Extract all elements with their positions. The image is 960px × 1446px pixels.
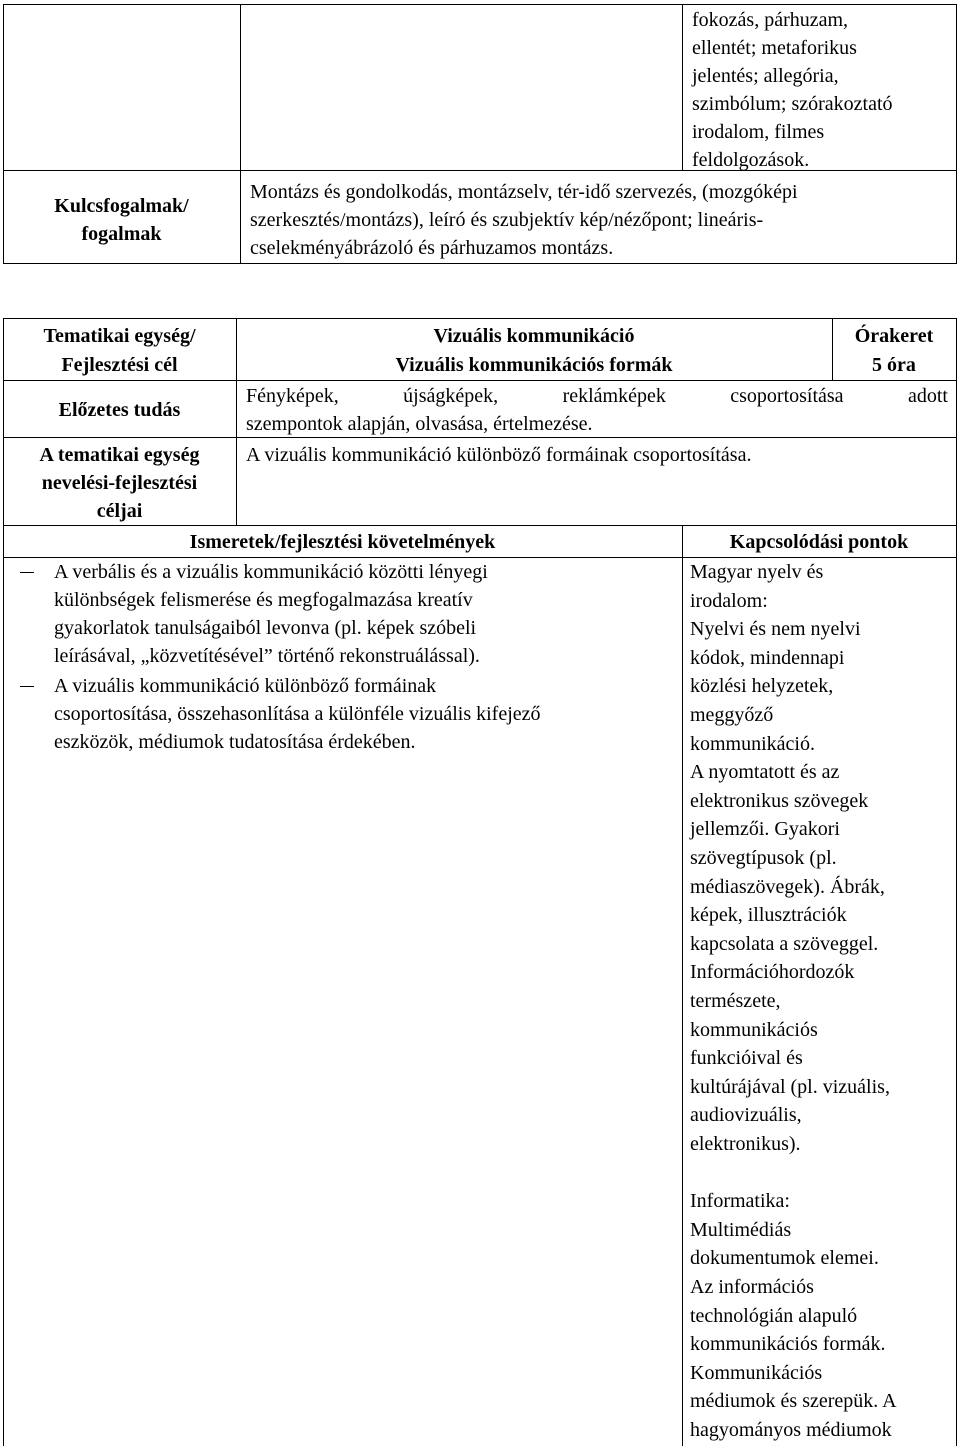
links-line: funkcióival és	[690, 1047, 803, 1070]
prev-line: feldolgozások.	[692, 149, 810, 171]
goals-label-line: A tematikai egység	[39, 444, 200, 466]
top-table-border-right	[956, 4, 957, 263]
links-line: technológián alapuló	[690, 1304, 858, 1327]
unit-table-border-right	[956, 318, 957, 1446]
dash-bullet-icon	[20, 572, 34, 573]
goals-label-line: nevelési-fejlesztési	[41, 472, 198, 494]
links-line: kultúrájával (pl. vizuális,	[690, 1075, 890, 1098]
prev-line: fokozás, párhuzam,	[692, 9, 849, 31]
key-concepts-line: Montázs és gondolkodás, montázselv, tér-idő szervezés, (mozgóképi	[250, 181, 798, 203]
links-line: Magyar nyelv és	[690, 561, 824, 583]
links-line: Az információs	[690, 1276, 814, 1298]
unit-table-border-3	[3, 525, 957, 526]
requirement-line: eszközök, médiumok tudatosítása érdekében.	[54, 731, 416, 753]
requirement-line: gyakorlatok tanulságaiból levonva (pl. képek szóbeli	[54, 617, 477, 639]
unit-table-border-1	[3, 380, 957, 381]
prior-word: adott	[907, 385, 948, 407]
links-line: médiumok és szerepük. A	[690, 1390, 897, 1413]
key-concepts-label-line: fogalmak	[81, 223, 162, 245]
links-line: szövegtípusok (pl.	[690, 847, 837, 869]
prior-word: Fényképek,	[246, 385, 339, 407]
unit-subtitle: Vizuális kommunikációs formák	[395, 354, 673, 376]
links-line: Informatika:	[690, 1190, 790, 1213]
links-line: kapcsolata a szöveggel.	[690, 932, 879, 955]
links-line: dokumentumok elemei.	[690, 1247, 879, 1270]
links-line: elektronikus szövegek	[690, 789, 869, 812]
top-table-border-bottom	[3, 263, 957, 264]
unit-table-divider-links	[682, 525, 683, 1446]
links-line: Információhordozók	[690, 961, 855, 984]
requirement-line: A vizuális kommunikáció különböző formáinak	[54, 675, 437, 697]
prev-line: szimbólum; szórakoztató	[692, 93, 893, 115]
links-line: közlési helyzetek,	[690, 675, 834, 698]
links-line: kommunikációs formák.	[690, 1333, 886, 1356]
links-line: meggyőző	[690, 704, 774, 726]
links-line: természete,	[690, 990, 781, 1012]
links-line: Nyelvi és nem nyelvi	[690, 618, 861, 641]
prior-word: csoportosítása	[730, 385, 844, 407]
requirements-header: Ismeretek/fejlesztési követelmények	[189, 531, 496, 553]
links-line: Kommunikációs	[690, 1361, 823, 1384]
dash-bullet-icon	[20, 686, 34, 687]
prior-word: reklámképek	[562, 385, 666, 407]
top-table-divider-prev	[682, 4, 683, 170]
key-concepts-label-line: Kulcsfogalmak/	[54, 195, 189, 217]
prior-knowledge-line: szempontok alapján, olvasása, értelmezése.	[246, 413, 593, 435]
links-line: Multimédiás	[690, 1218, 792, 1241]
links-line: kommunikáció.	[690, 732, 815, 755]
links-header: Kapcsolódási pontok	[729, 531, 909, 553]
links-line: hagyományos médiumok	[690, 1419, 892, 1441]
key-concepts-line: cselekményábrázoló és párhuzamos montázs.	[250, 237, 614, 259]
links-line: audiovizuális,	[690, 1104, 802, 1127]
unit-label-line: Tematikai egység/	[43, 325, 196, 347]
prior-knowledge-label: Előzetes tudás	[58, 399, 181, 421]
requirement-line: A verbális és a vizuális kommunikáció közötti lényegi	[54, 561, 488, 583]
requirement-line: leírásával, „közvetítésével” történő rekonstruálással).	[54, 645, 480, 667]
top-table-border-top	[3, 4, 957, 5]
hours-label: Órakeret	[854, 325, 934, 347]
key-concepts-line: szerkesztés/montázs), leíró és szubjektív kép/nézőpont; lineáris-	[250, 209, 764, 231]
links-line: irodalom:	[690, 589, 768, 612]
goals-label-line: céljai	[96, 500, 143, 522]
unit-table-border-top	[3, 318, 957, 319]
prev-line: ellentét; metaforikus	[692, 37, 857, 59]
requirement-line: csoportosítása, összehasonlítása a különféle vizuális kifejező	[54, 703, 541, 725]
links-line: jellemzői. Gyakori	[690, 818, 840, 841]
links-line: kódok, mindennapi	[690, 646, 845, 669]
unit-label-line: Fejlesztési cél	[61, 354, 178, 376]
hours-value: 5 óra	[872, 354, 916, 376]
prior-knowledge-line	[246, 382, 948, 410]
prev-line: jelentés; allegória,	[692, 65, 839, 87]
goals-text: A vizuális kommunikáció különböző formáinak csoportosítása.	[246, 444, 752, 466]
prev-line: irodalom, filmes	[692, 121, 825, 143]
links-line: médiaszövegek). Ábrák,	[690, 875, 885, 898]
top-table-divider-label	[240, 4, 241, 263]
prior-word: újságképek,	[403, 385, 499, 407]
top-table-border-mid	[3, 170, 957, 171]
requirement-line: különbségek felismerése és megfogalmazása kreatív	[54, 589, 473, 611]
links-line: A nyomtatott és az	[690, 761, 840, 784]
links-line: képek, illusztrációk	[690, 904, 847, 927]
links-line: elektronikus).	[690, 1133, 801, 1155]
links-line: kommunikációs	[690, 1018, 818, 1041]
unit-title: Vizuális kommunikáció	[433, 325, 635, 347]
